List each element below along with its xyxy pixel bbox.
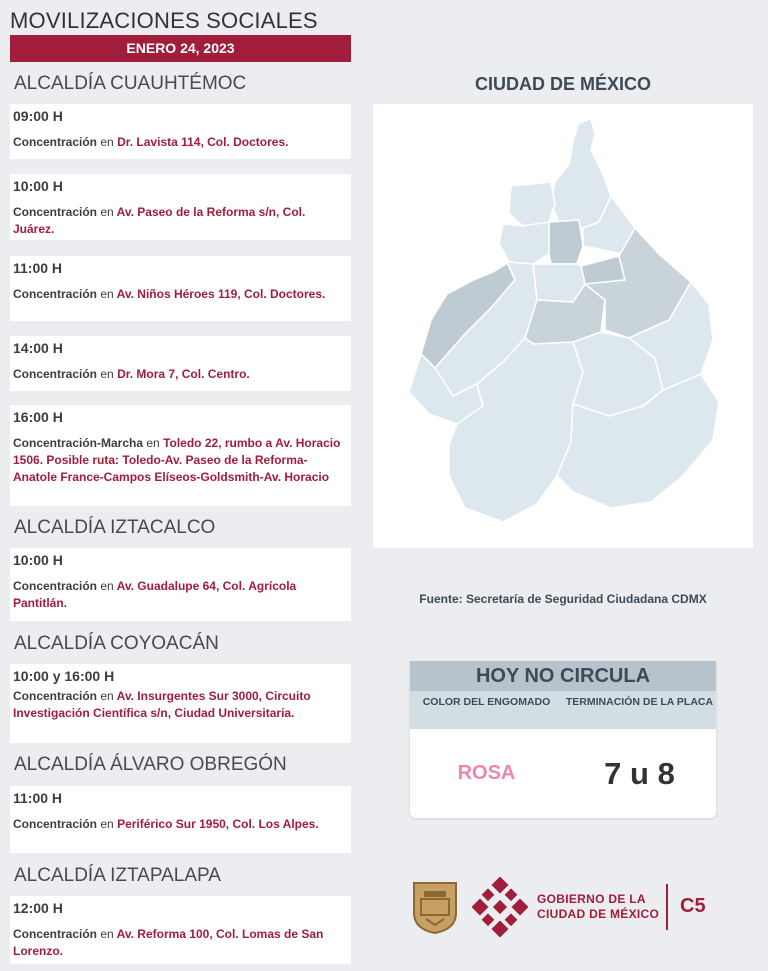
- event-connector: en: [100, 367, 114, 381]
- event-location: Av. Niños Héroes 119, Col. Doctores.: [116, 287, 326, 301]
- c5-logo: C5: [680, 895, 706, 917]
- alcaldia-heading: ALCALDÍA IZTAPALAPA: [14, 865, 221, 886]
- government-text: [537, 892, 659, 922]
- event-time: 09:00 H: [13, 108, 63, 124]
- date-banner: ENERO 24, 2023: [10, 35, 351, 62]
- event-card: [10, 336, 351, 391]
- logo-divider: [666, 884, 668, 930]
- event-location: Periférico Sur 1950, Col. Los Alpes.: [117, 817, 319, 831]
- hoy-no-circula-panel: [410, 661, 716, 818]
- event-type: Concentración-Marcha: [13, 436, 144, 450]
- event-card: [10, 174, 351, 240]
- event-description: [13, 435, 347, 486]
- map-region: [581, 256, 625, 284]
- event-type: Concentración: [13, 689, 98, 703]
- event-connector: en: [100, 287, 114, 301]
- event-connector: en: [100, 579, 114, 593]
- event-connector: en: [100, 817, 114, 831]
- plate-header: TERMINACIÓN DE LA PLACA: [565, 696, 714, 708]
- event-location: Av. Guadalupe 64, Col. Agrícola Pantitlán.: [13, 579, 297, 610]
- event-description: [13, 204, 347, 238]
- map-region: [509, 182, 555, 226]
- footer-logos: [410, 876, 730, 940]
- event-connector: en: [100, 135, 114, 149]
- event-card: [10, 104, 351, 159]
- plate-endings: 7 u 8: [604, 755, 675, 791]
- event-description: [13, 134, 347, 151]
- map-region: [551, 118, 611, 228]
- event-connector: en: [100, 927, 114, 941]
- event-location: Toledo 22, rumbo a Av. Horacio 1506. Posible ruta: Toledo-Av. Paseo de la Reforma-Anatole France-Campos Elíseos-Goldsmith-Av. Horacio: [13, 436, 341, 484]
- map-container: [373, 104, 753, 548]
- hoy-no-circula-values: [410, 729, 716, 818]
- event-type: Concentración: [13, 135, 98, 149]
- cdmx-map: [373, 104, 753, 548]
- event-card: [10, 548, 351, 621]
- event-card: [10, 896, 351, 964]
- event-time: 11:00 H: [13, 790, 63, 806]
- event-card: [10, 786, 351, 853]
- event-location: Av. Insurgentes Sur 3000, Circuito Investigación Científica s/n, Ciudad Universitaria.: [13, 689, 311, 720]
- event-location: Dr. Lavista 114, Col. Doctores.: [117, 135, 289, 149]
- map-title: CIUDAD DE MÉXICO: [474, 74, 651, 94]
- event-time: 10:00 H: [13, 178, 63, 194]
- page-title: MOVILIZACIONES SOCIALES: [10, 8, 318, 33]
- government-line-1: GOBIERNO DE LA: [537, 892, 646, 906]
- source-note: Fuente: Secretaría de Seguridad Ciudadana CDMX: [419, 592, 707, 606]
- event-type: Concentración: [13, 205, 98, 219]
- color-header: COLOR DEL ENGOMADO: [422, 696, 551, 708]
- event-connector: en: [100, 689, 114, 703]
- hoy-no-circula-headers: [410, 691, 716, 729]
- alcaldia-heading: ALCALDÍA ÁLVARO OBREGÓN: [14, 754, 287, 775]
- event-description: [13, 578, 347, 612]
- event-type: Concentración: [13, 817, 98, 831]
- event-card: [10, 664, 351, 743]
- event-description: [13, 816, 347, 833]
- event-card: [10, 405, 351, 506]
- event-type: Concentración: [13, 927, 98, 941]
- event-time: 10:00 y 16:00 H: [13, 668, 115, 684]
- event-type: Concentración: [13, 287, 98, 301]
- event-time: 11:00 H: [13, 260, 63, 276]
- government-line-2: CIUDAD DE MÉXICO: [537, 907, 660, 921]
- event-type: Concentración: [13, 367, 98, 381]
- alcaldia-heading: ALCALDÍA COYOACÁN: [14, 633, 219, 654]
- map-region: [549, 220, 583, 264]
- event-description: [13, 926, 347, 960]
- event-card: [10, 256, 351, 321]
- cdmx-government-logo: [472, 877, 528, 937]
- event-description: [13, 688, 347, 722]
- event-location: Av. Reforma 100, Col. Lomas de San Lorenzo.: [13, 927, 324, 958]
- event-connector: en: [146, 436, 160, 450]
- event-time: 12:00 H: [13, 900, 63, 916]
- event-type: Concentración: [13, 579, 98, 593]
- event-time: 14:00 H: [13, 340, 63, 356]
- event-location: Dr. Mora 7, Col. Centro.: [117, 367, 250, 381]
- alcaldia-heading: ALCALDÍA CUAUHTÉMOC: [14, 73, 247, 94]
- event-connector: en: [100, 205, 114, 219]
- cdmx-shield-logo: [410, 879, 460, 935]
- event-description: [13, 286, 347, 303]
- event-description: [13, 366, 347, 383]
- sticker-color: ROSA: [457, 762, 516, 784]
- event-location: Av. Paseo de la Reforma s/n, Col. Juárez.: [13, 205, 306, 236]
- alcaldia-heading: ALCALDÍA IZTACALCO: [14, 517, 216, 538]
- hoy-no-circula-title: HOY NO CIRCULA: [410, 661, 716, 691]
- event-time: 10:00 H: [13, 552, 63, 568]
- event-time: 16:00 H: [13, 409, 63, 425]
